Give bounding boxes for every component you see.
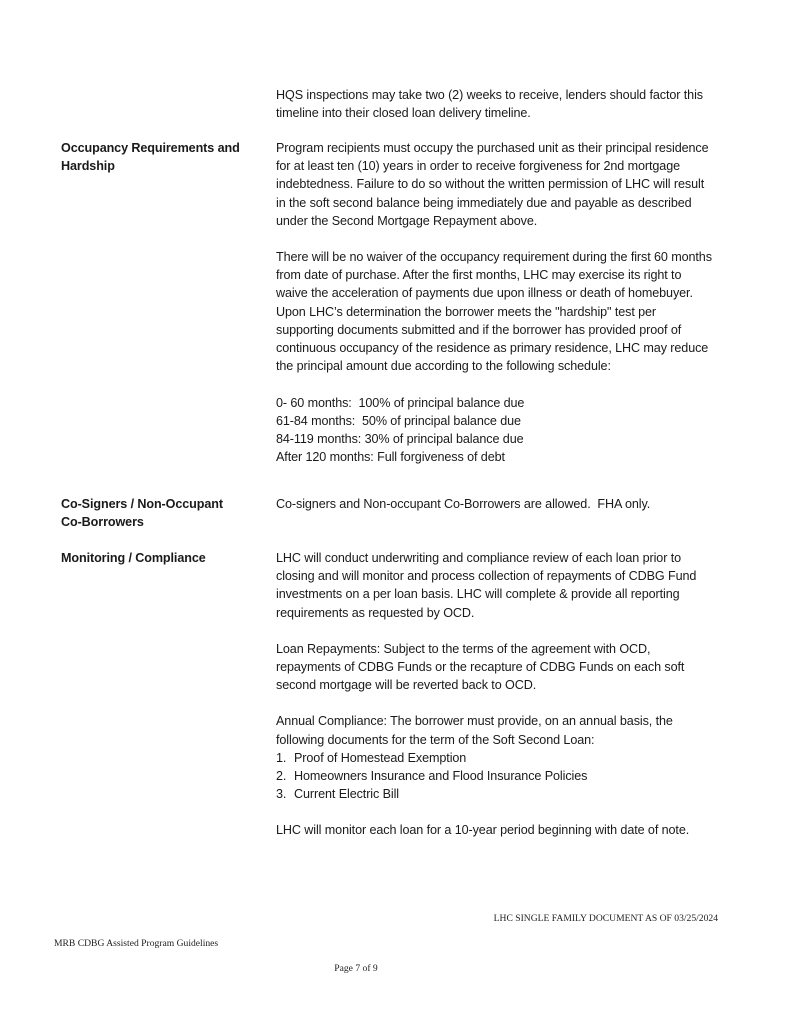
schedule-line: 84-119 months: 30% of principal balance due [276,432,524,447]
list-item [276,785,716,803]
section-label-monitoring: Monitoring / Compliance [61,551,206,565]
document-date-stamp: LHC SINGLE FAMILY DOCUMENT AS OF 03/25/2024 [493,913,718,924]
monitoring-period-paragraph: LHC will monitor each loan for a 10-year period beginning with date of note. [276,823,690,838]
guideline-title: MRB CDBG Assisted Program Guidelines [54,938,219,949]
list-item [276,749,716,767]
list-item [276,767,716,785]
list-item-number: 2. [276,769,287,784]
co-signers-paragraph: Co-signers and Non-occupant Co-Borrowers are allowed. FHA only. [276,497,651,511]
section-label-occupancy: Occupancy Requirements and Hardship [61,141,240,174]
occupancy-section-body [276,139,716,467]
schedule-line: 0- 60 months: 100% of principal balance due [276,395,525,410]
monitoring-section-body [276,549,716,840]
occupancy-paragraph: Program recipients must occupy the purchased unit as their principal residence for at least ten (10) years in order to receive forgiveness for 2nd mortgage indebtedness. Failure to do so without the written permission of LHC will result in the soft second balance being immediately due and payable as described under the Second Mortgage Repayment above. [276,141,709,228]
list-item-text: Current Electric Bill [294,787,399,802]
co-signers-section-body [276,495,716,513]
hqs-inspection-text: HQS inspections may take two (2) weeks to receive, lenders should factor this timeline into their closed loan delivery timeline. [276,88,703,121]
hardship-paragraph: There will be no waiver of the occupancy requirement during the first 60 months from date of purchase. After the first months, LHC may exercise its right to waive the acceleration of payments due upon illness or death of homebuyer. Upon LHC’s determination the borrower meets the "hardship" test per supporting documents submitted and if the borrower has provided proof of continuous occupancy of the residence as primary residence, LHC may reduce the principal amount due according to the following schedule: [276,250,712,374]
schedule-line: After 120 months: Full forgiveness of debt [276,450,505,465]
page-number: Page 7 of 9 [334,963,378,974]
list-item-text: Homeowners Insurance and Flood Insurance Policies [294,769,588,784]
schedule-line: 61-84 months: 50% of principal balance due [276,414,521,429]
compliance-documents-list [276,749,716,804]
annual-compliance-paragraph: Annual Compliance: The borrower must provide, on an annual basis, the following documents for the term of the Soft Second Loan: [276,714,673,747]
section-label-co-signers: Co-Signers / Non-Occupant Co-Borrowers [61,497,223,530]
list-item-text: Proof of Homestead Exemption [294,750,467,765]
loan-repayments-paragraph: Loan Repayments: Subject to the terms of the agreement with OCD, repayments of CDBG Funds or the recapture of CDBG Funds on each soft second mortgage will be reverted back to OCD. [276,641,685,693]
hqs-inspection-paragraph [276,86,716,122]
monitoring-paragraph: LHC will conduct underwriting and compliance review of each loan prior to closing and will monitor and process collection of repayments of CDBG Fund investments on a per loan basis. LHC will complete & provide all reporting requirements as requested by OCD. [276,551,697,620]
forgiveness-schedule [276,394,716,467]
list-item-number: 3. [276,787,287,802]
list-item-number: 1. [276,750,287,765]
